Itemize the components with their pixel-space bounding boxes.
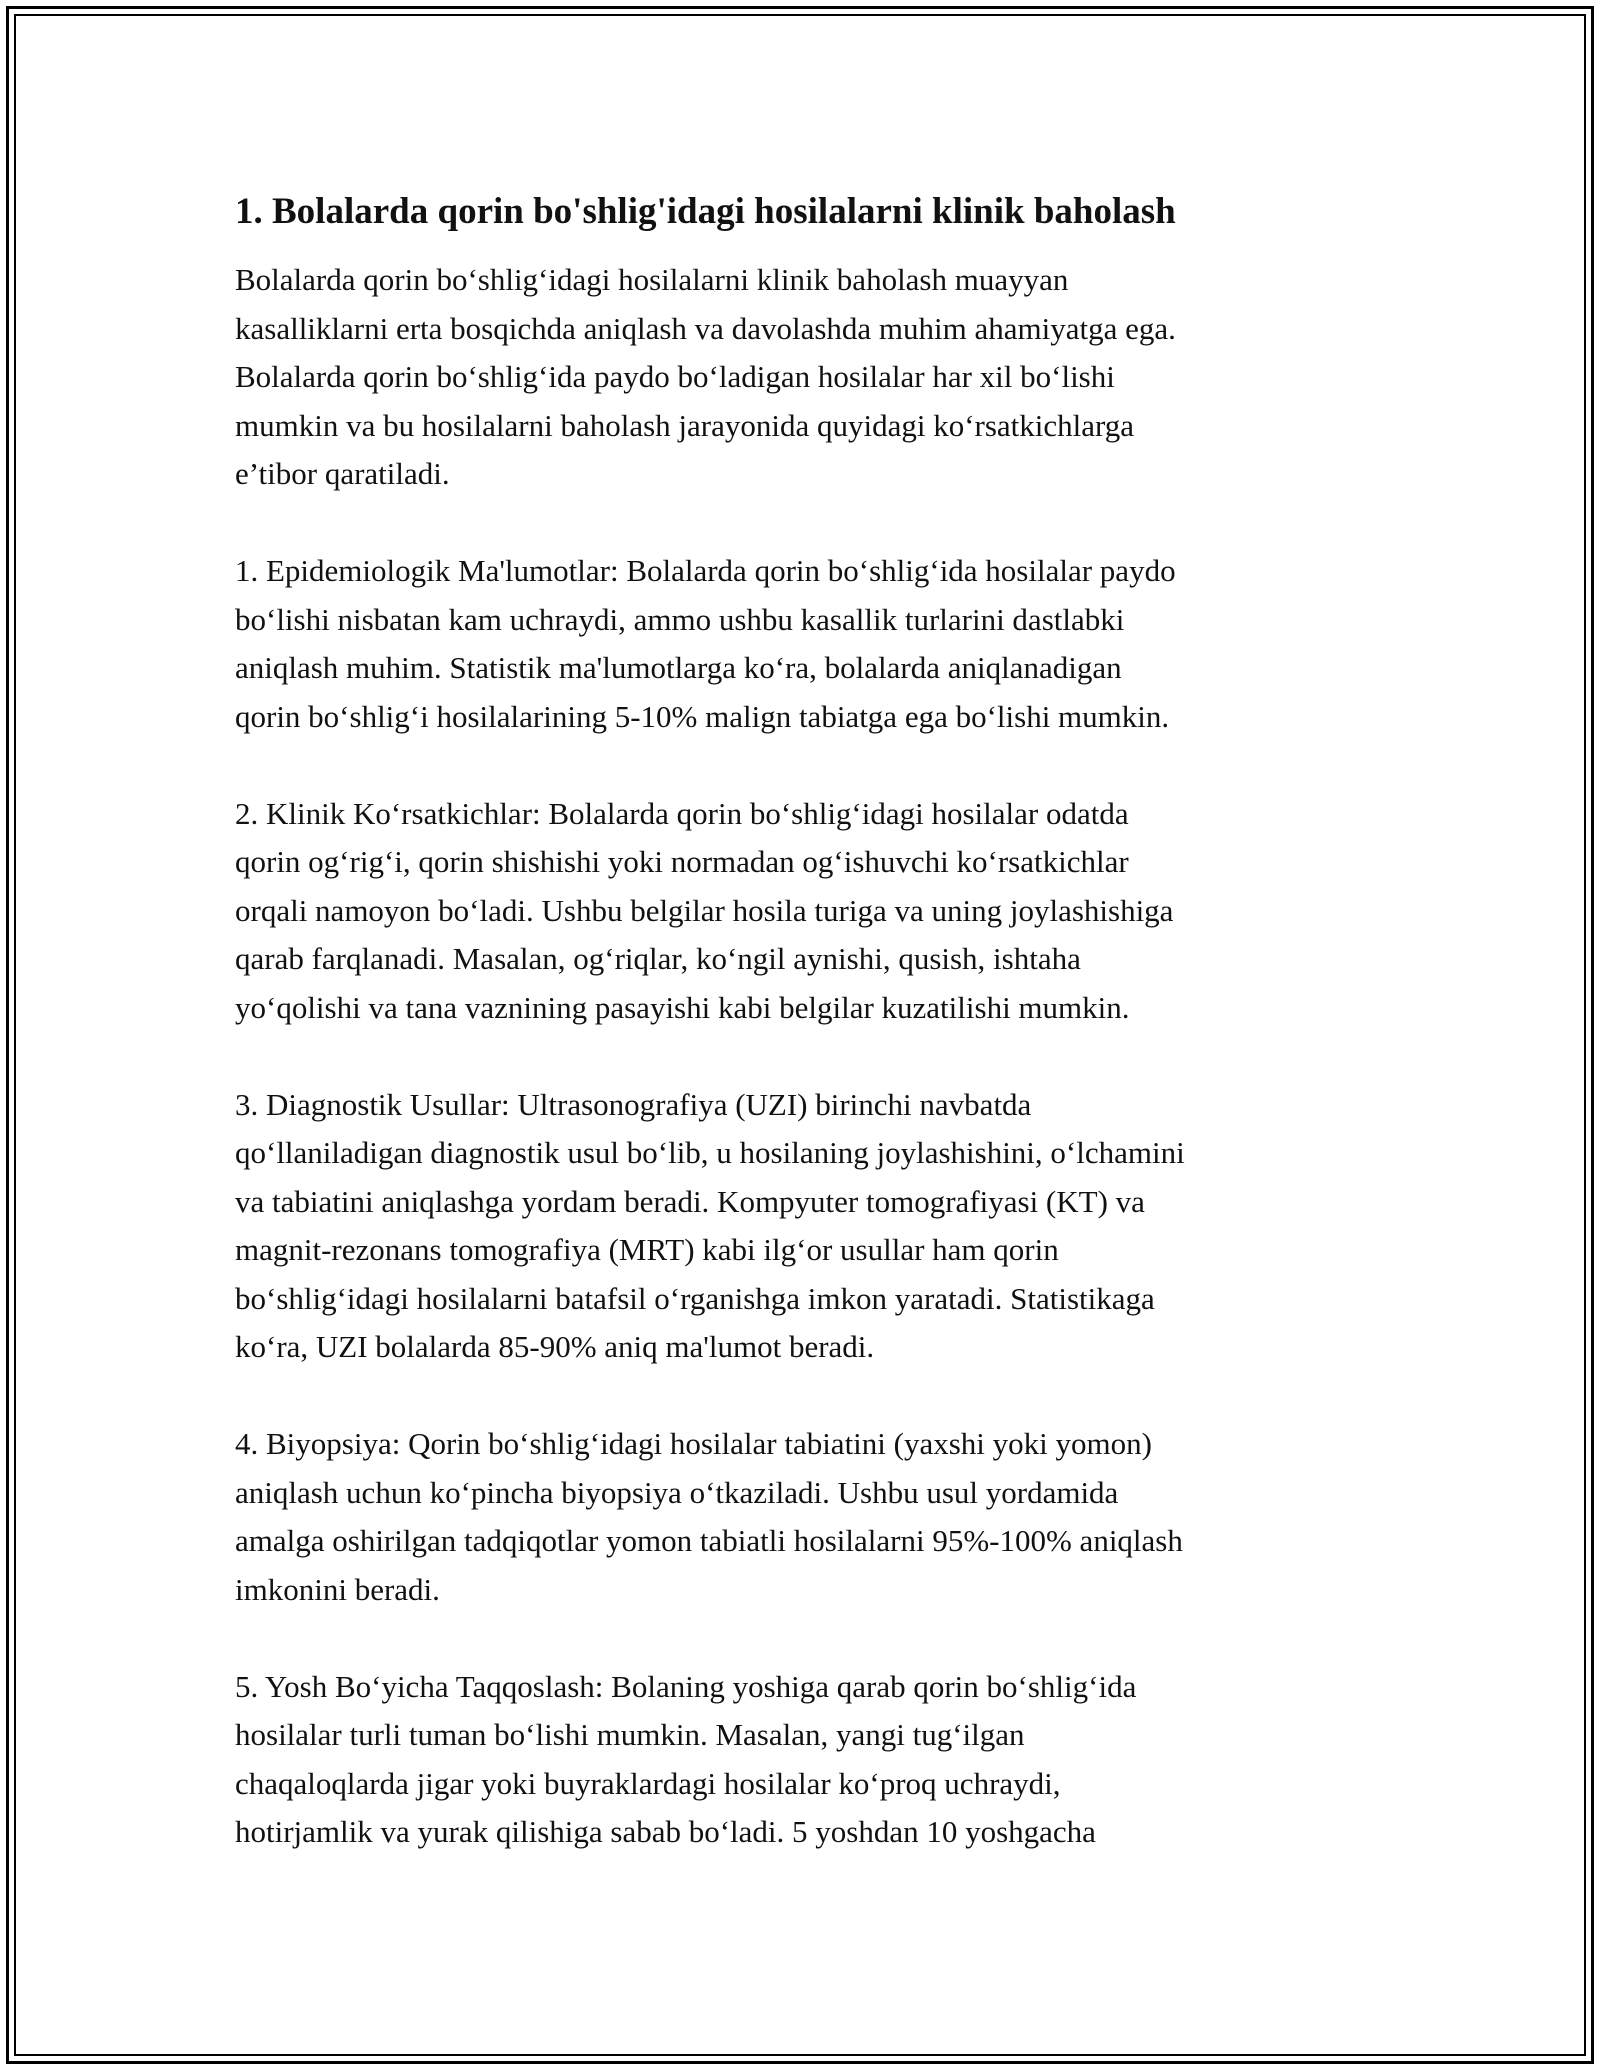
clinical-indicators-paragraph: 2. Klinik Ko‘rsatkichlar: Bolalarda qorin bo‘shlig‘idagi hosilalar odatda qorin og‘rig‘i, qorin shishishi yoki normadan og‘ishuvchi ko‘rsatkichlar orqali namoyon bo‘ladi. Ushbu belgilar hosila turiga va uning joylashishiga qarab farqlanadi. Masalan, og‘riqlar, ko‘ngil aynishi, qusish, ishtaha yo‘qolishi va tana vaznining pasayishi kabi belgilar kuzatilishi mumkin. [235,795,1174,1025]
epidemiology-paragraph: 1. Epidemiologik Ma'lumotlar: Bolalarda qorin bo‘shlig‘ida hosilalar paydo bo‘lishi nisbatan kam uchraydi, ammo ushbu kasallik turlarini dastlabki aniqlash muhim. Statistik ma'lumotlarga ko‘ra, bolalarda aniqlanadigan qorin bo‘shlig‘i hosilalarining 5-10% malign tabiatga ega bo‘lishi mumkin. [235,553,1176,734]
document-title: 1. Bolalarda qorin bo'shlig'idagi hosilalarni klinik baholash [235,191,1176,232]
biopsy-paragraph: 4. Biyopsiya: Qorin bo‘shlig‘idagi hosilalar tabiatini (yaxshi yoki yomon) aniqlash uchun ko‘pincha biyopsiya o‘tkaziladi. Ushbu usul yordamida amalga oshirilgan tadqiqotlar yomon tabiatli hosilalarni 95%-100% aniqlash imkonini beradi. [235,1426,1183,1607]
intro-paragraph: Bolalarda qorin bo‘shlig‘idagi hosilalarni klinik baholash muayyan kasalliklarni erta bosqichda aniqlash va davolashda muhim ahamiyatga ega. Bolalarda qorin bo‘shlig‘ida paydo bo‘ladigan hosilalar har xil bo‘lishi mumkin va bu hosilalarni baholash jarayonida quyidagi ko‘rsatkichlarga e’tibor qaratiladi. [235,262,1176,491]
diagnostic-methods-paragraph: 3. Diagnostik Usullar: Ultrasonografiya (UZI) birinchi navbatda qo‘llaniladigan diagnostik usul bo‘lib, u hosilaning joylashishini, o‘lchamini va tabiatini aniqlashga yordam beradi. Kompyuter tomografiyasi (KT) va magnit-rezonans tomografiya (MRT) kabi ilg‘or usullar ham qorin bo‘shlig‘idagi hosilalarni batafsil o‘rganishga imkon yaratadi. Statistikaga ko‘ra, UZI bolalarda 85-90% aniq ma'lumot beradi. [235,1086,1185,1364]
document-body [235,188,1370,1905]
age-comparison-paragraph: 5. Yosh Bo‘yicha Taqqoslash: Bolaning yoshiga qarab qorin bo‘shlig‘ida hosilalar turli tuman bo‘lishi mumkin. Masalan, yangi tug‘ilgan chaqaloqlarda jigar yoki buyraklardagi hosilalar ko‘proq uchraydi, hotirjamlik va yurak qilishiga sabab bo‘ladi. 5 yoshdan 10 yoshgacha [235,1668,1137,1849]
